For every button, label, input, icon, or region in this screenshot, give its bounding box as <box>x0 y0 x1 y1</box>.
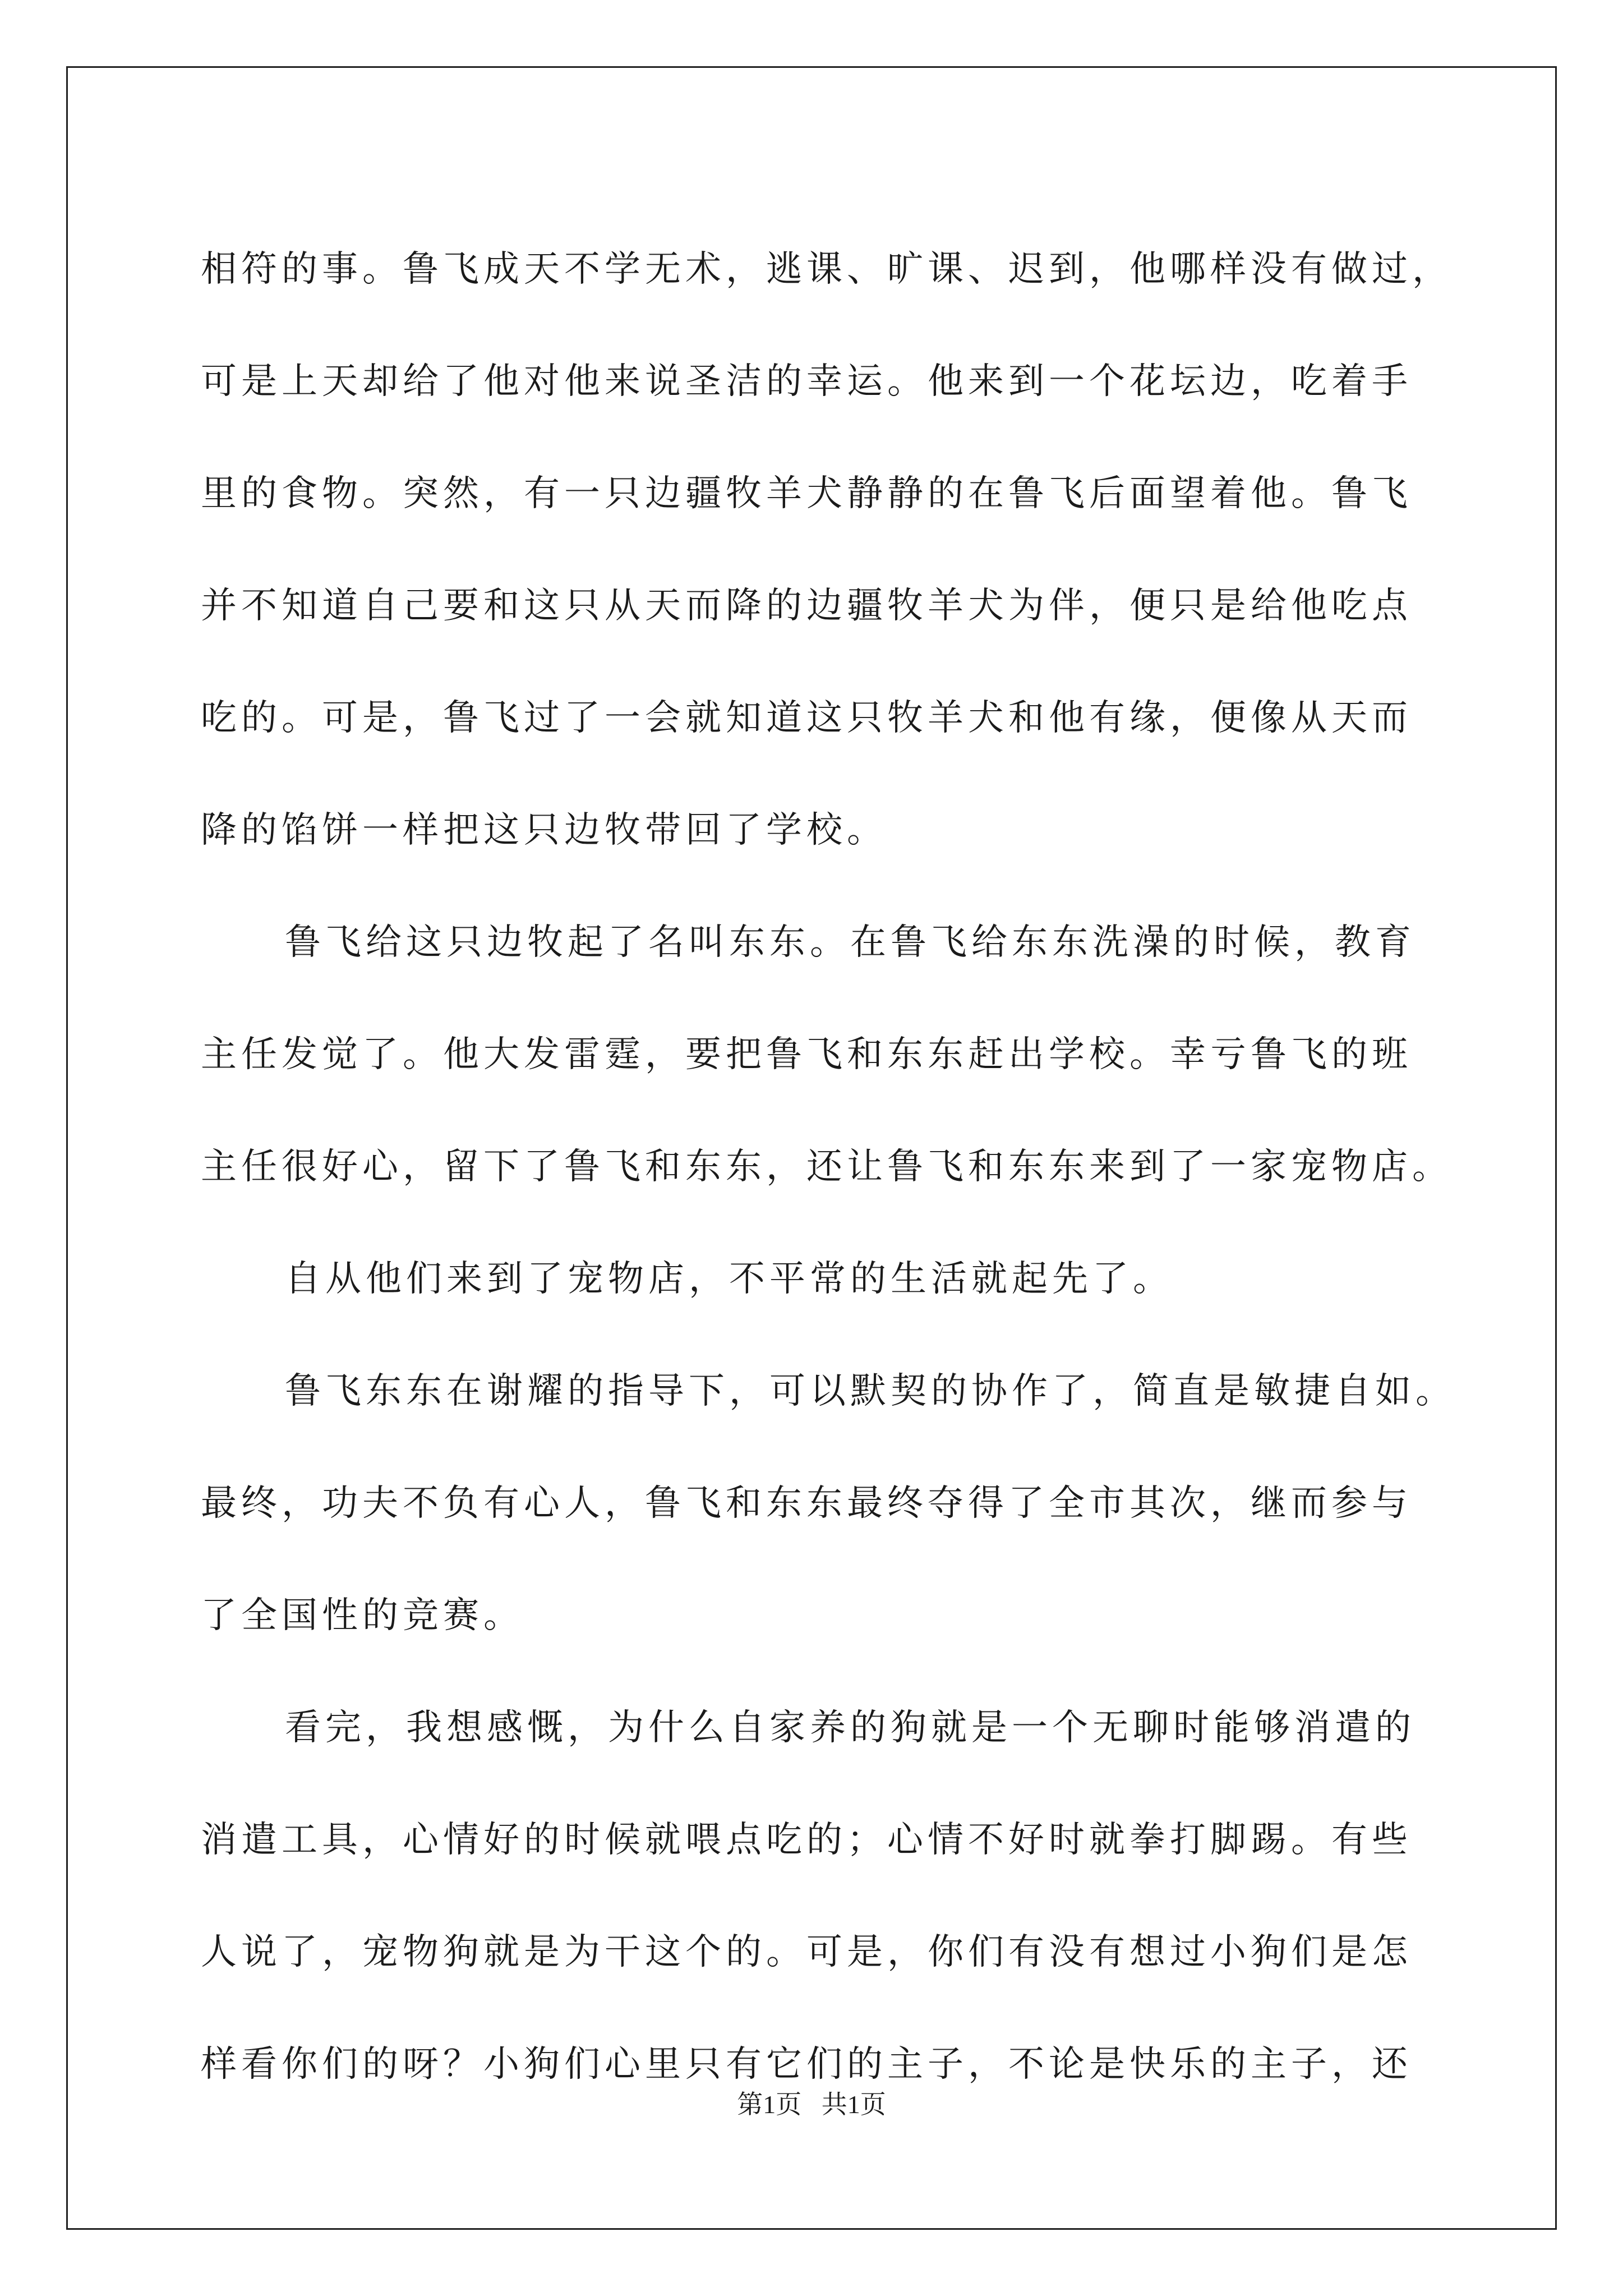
text-line: 鲁飞东东在谢耀的指导下，可以默契的协作了，简直是敏捷自如。 <box>285 1370 1456 1412</box>
page-footer <box>0 2084 1623 2121</box>
text-line: 可是上天却给了他对他来说圣洁的幸运。他来到一个花坛边，吃着手 <box>201 361 1412 402</box>
text-line: 相符的事。鲁飞成天不学无术，逃课、旷课、迟到，他哪样没有做过， <box>201 249 1453 290</box>
document-body <box>201 213 1456 2120</box>
page-total: 共1页 <box>821 2090 886 2119</box>
text-line: 样看你们的呀？小狗们心里只有它们的主子，不论是快乐的主子，还 <box>201 2044 1412 2085</box>
text-line: 主任发觉了。他大发雷霆，要把鲁飞和东东赶出学校。幸亏鲁飞的班 <box>201 1034 1412 1075</box>
text-line: 看完，我想感慨，为什么自家养的狗就是一个无聊时能够消遣的 <box>285 1707 1415 1749</box>
text-line: 自从他们来到了宠物店，不平常的生活就起先了。 <box>285 1258 1173 1300</box>
text-line: 了全国性的竞赛。 <box>201 1595 524 1636</box>
text-line: 吃的。可是，鲁飞过了一会就知道这只牧羊犬和他有缘，便像从天而 <box>201 697 1412 739</box>
text-line: 降的馅饼一样把这只边牧带回了学校。 <box>201 809 887 851</box>
page-number: 第1页 <box>737 2090 802 2119</box>
text-line: 并不知道自己要和这只从天而降的边疆牧羊犬为伴，便只是给他吃点 <box>201 585 1412 627</box>
text-line: 主任很好心，留下了鲁飞和东东，还让鲁飞和东东来到了一家宠物店。 <box>201 1146 1453 1188</box>
text-line: 最终，功夫不负有心人，鲁飞和东东最终夺得了全市其次，继而参与 <box>201 1483 1412 1524</box>
text-line: 里的食物。突然，有一只边疆牧羊犬静静的在鲁飞后面望着他。鲁飞 <box>201 473 1412 514</box>
text-line: 鲁飞给这只边牧起了名叫东东。在鲁飞给东东洗澡的时候，教育 <box>285 922 1415 963</box>
text-line: 消遣工具，心情好的时候就喂点吃的；心情不好时就拳打脚踢。有些 <box>201 1819 1412 1861</box>
text-line: 人说了，宠物狗就是为干这个的。可是，你们有没有想过小狗们是怎 <box>201 1931 1412 1973</box>
